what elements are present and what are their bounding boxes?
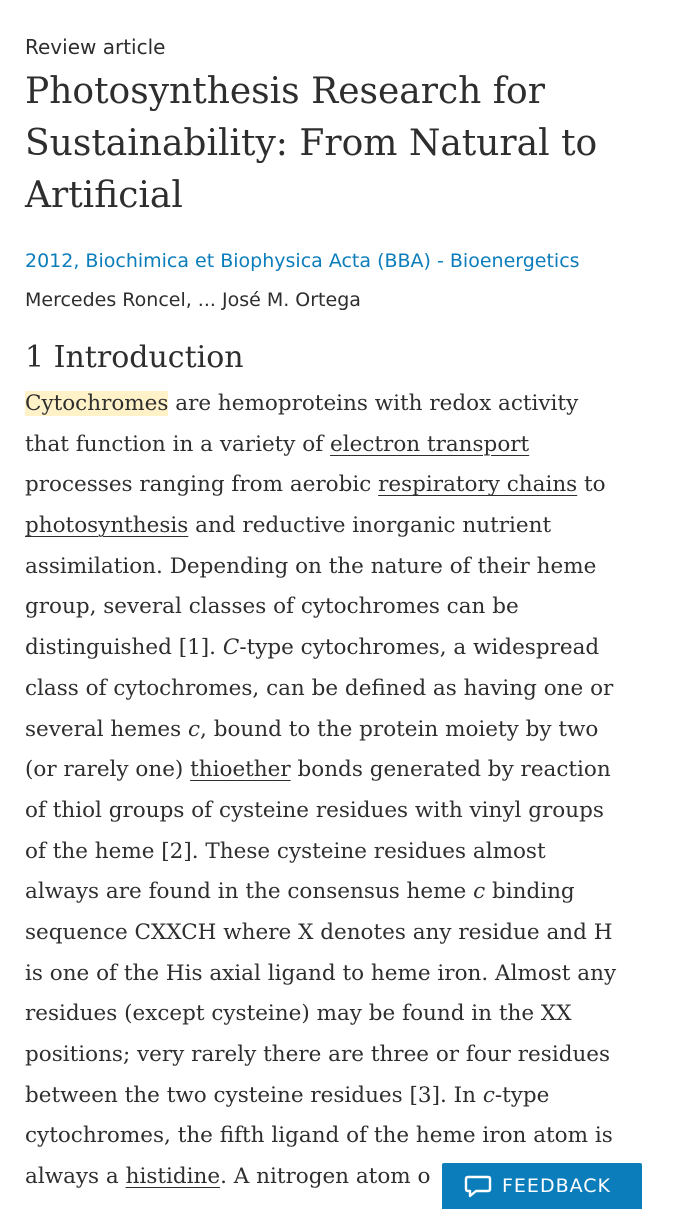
text-run: processes ranging from aerobic bbox=[25, 472, 379, 498]
text-line bbox=[25, 465, 665, 506]
text-run: class of cytochromes, can be defined as having one or bbox=[25, 675, 614, 701]
italic-term: C bbox=[222, 635, 240, 661]
link-respiratory-chains[interactable]: respiratory chains bbox=[378, 472, 578, 498]
highlighted-term-cytochromes[interactable]: Cytochromes bbox=[25, 391, 169, 416]
text-run: to bbox=[577, 472, 606, 498]
text-run: distinguished [1]. bbox=[25, 635, 223, 661]
text-run: (or rarely one) bbox=[25, 757, 191, 783]
text-run: is one of the His axial ligand to heme iron. Almost any bbox=[25, 960, 617, 986]
text-run: are hemoproteins with redox activity bbox=[168, 391, 579, 416]
text-line bbox=[25, 1116, 665, 1157]
source-journal-link[interactable]: 2012, Biochimica et Biophysica Acta (BBA) - Bioenergetics bbox=[25, 250, 580, 272]
feedback-label: FEEDBACK bbox=[502, 1175, 611, 1197]
text-line bbox=[25, 994, 665, 1035]
feedback-button[interactable] bbox=[442, 1163, 642, 1209]
text-line bbox=[25, 872, 665, 913]
text-line bbox=[25, 587, 665, 628]
text-run: and reductive inorganic nutrient bbox=[188, 513, 552, 539]
text-line bbox=[25, 750, 665, 791]
text-run: always are found in the consensus heme bbox=[25, 879, 474, 905]
text-run: group, several classes of cytochromes can be bbox=[25, 594, 519, 620]
text-run: , bound to the protein moiety by two bbox=[200, 716, 599, 742]
article-type-label: Review article bbox=[25, 35, 166, 59]
italic-term: c bbox=[482, 1082, 495, 1108]
link-histidine[interactable]: histidine bbox=[125, 1164, 221, 1190]
text-run: bonds generated by reaction bbox=[290, 757, 611, 783]
text-line bbox=[25, 954, 665, 995]
text-line bbox=[25, 425, 665, 466]
text-run: always a bbox=[25, 1164, 126, 1190]
text-line bbox=[25, 913, 665, 954]
text-run: sequence CXXCH where X denotes any residue and H bbox=[25, 919, 613, 945]
text-line bbox=[25, 832, 665, 873]
text-line bbox=[25, 628, 665, 669]
body-paragraph bbox=[25, 384, 665, 1198]
article-title: Photosynthesis Research for Sustainability: From Natural to Artificial bbox=[25, 71, 598, 216]
text-run: of thiol groups of cysteine residues with vinyl groups bbox=[25, 797, 604, 823]
text-line bbox=[25, 1076, 665, 1117]
link-photosynthesis[interactable]: photosynthesis bbox=[25, 513, 189, 539]
text-run: several hemes bbox=[25, 716, 188, 742]
text-run: of the heme [2]. These cysteine residues almost bbox=[25, 838, 546, 864]
text-run: -type bbox=[494, 1082, 550, 1108]
text-line bbox=[25, 669, 665, 710]
link-thioether[interactable]: thioether bbox=[190, 757, 291, 783]
text-run: assimilation. Depending on the nature of their heme bbox=[25, 553, 597, 579]
text-run: that function in a variety of bbox=[25, 431, 331, 457]
authors-line: Mercedes Roncel, ... José M. Ortega bbox=[25, 289, 361, 311]
text-line bbox=[25, 506, 665, 547]
text-line bbox=[25, 791, 665, 832]
link-electron-transport[interactable]: electron transport bbox=[330, 431, 530, 457]
text-run: -type cytochromes, a widespread bbox=[239, 635, 600, 661]
text-line bbox=[25, 384, 665, 425]
speech-bubble-icon bbox=[464, 1174, 492, 1198]
text-run: between the two cysteine residues [3]. In bbox=[25, 1082, 483, 1108]
text-run: residues (except cysteine) may be found in the XX bbox=[25, 1001, 572, 1027]
italic-term: c bbox=[187, 716, 201, 742]
text-line bbox=[25, 547, 665, 588]
italic-term: c bbox=[473, 879, 486, 905]
text-run: binding bbox=[485, 879, 575, 905]
text-line bbox=[25, 710, 665, 751]
text-run: positions; very rarely there are three or four residues bbox=[25, 1042, 611, 1067]
text-run: . A nitrogen atom o bbox=[220, 1164, 431, 1190]
text-run: cytochromes, the fifth ligand of the heme iron atom is bbox=[25, 1123, 613, 1149]
text-line bbox=[25, 1035, 665, 1076]
section-heading: 1 Introduction bbox=[25, 340, 244, 375]
